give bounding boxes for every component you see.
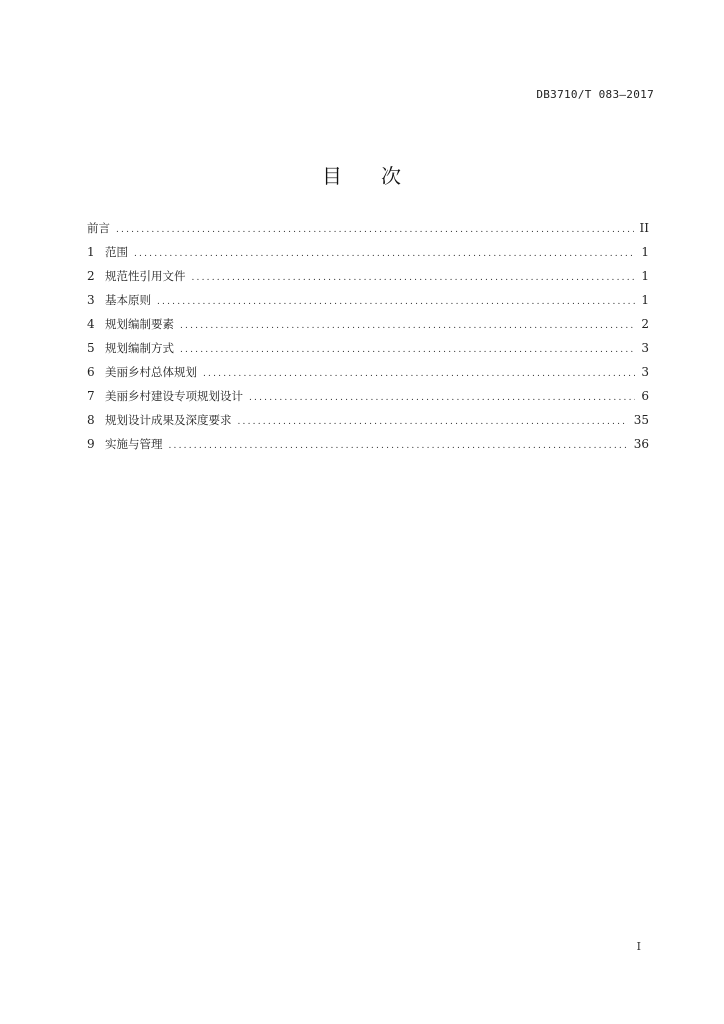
toc-entry-number: 7 [87,389,95,403]
toc-entry-page: II [639,221,649,235]
toc-entry-3[interactable] [87,288,649,312]
toc-entry-page: 1 [641,293,649,307]
toc-entry-8[interactable] [87,408,649,432]
toc-entry-title: 规划设计成果及深度要求 [105,413,232,427]
toc-entry-4[interactable] [87,312,649,336]
toc-entry-number: 3 [87,293,95,307]
dot-leader [169,434,628,458]
toc-entry-number: 1 [87,245,95,259]
standard-code: DB3710/T 083—2017 [536,88,654,101]
toc-entry-title: 前言 [87,221,110,235]
toc-entry-number: 2 [87,269,95,283]
toc-entry-title: 美丽乡村总体规划 [105,365,197,379]
toc-entry-title: 实施与管理 [105,437,163,451]
toc-entry-page: 2 [641,317,649,331]
toc-entry-page: 3 [641,365,649,379]
toc-entry-1[interactable] [87,240,649,264]
toc-entry-number: 5 [87,341,95,355]
toc-entry-title: 范围 [105,245,128,259]
toc-entry-page: 1 [641,245,649,259]
toc-entry-number: 4 [87,317,95,331]
title-char-2: 次 [381,164,402,188]
toc-entry-title: 规范性引用文件 [105,269,186,283]
dot-leader [180,314,635,338]
dot-leader [180,338,635,362]
toc-entry-number: 6 [87,365,95,379]
toc-entry-number: 9 [87,437,95,451]
dot-leader [203,362,635,386]
toc-entry-page: 36 [633,437,649,451]
dot-leader [249,386,635,410]
toc-entry-6[interactable] [87,360,649,384]
toc-entry-preface[interactable] [87,216,649,240]
toc-entry-page: 35 [633,413,649,427]
toc-entry-9[interactable] [87,432,649,456]
toc-entry-title: 规划编制要素 [105,317,174,331]
page-title [0,160,724,189]
toc-entry-7[interactable] [87,384,649,408]
page-number: I [636,940,641,953]
dot-leader [192,266,636,290]
toc-entry-2[interactable] [87,264,649,288]
title-char-1: 目 [322,164,343,188]
dot-leader [238,410,628,434]
dot-leader [134,242,635,266]
toc-entry-title: 规划编制方式 [105,341,174,355]
toc-entry-page: 1 [641,269,649,283]
toc-entry-title: 美丽乡村建设专项规划设计 [105,389,243,403]
toc-entry-number: 8 [87,413,95,427]
table-of-contents [87,216,649,456]
toc-entry-page: 6 [641,389,649,403]
toc-entry-5[interactable] [87,336,649,360]
toc-entry-title: 基本原则 [105,293,151,307]
dot-leader [116,218,634,242]
dot-leader [157,290,635,314]
toc-entry-page: 3 [641,341,649,355]
